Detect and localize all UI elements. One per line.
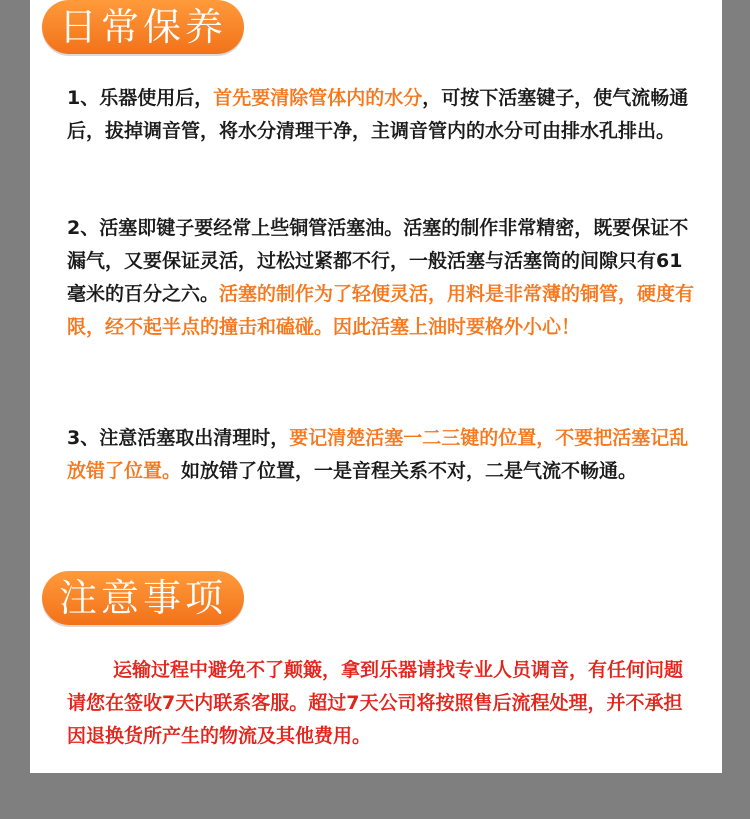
maintenance-paragraph-3 (67, 422, 697, 488)
p3-text-start: 3、注意活塞取出清理时， (67, 427, 290, 449)
p1-text-start: 1、乐器使用后， (67, 87, 214, 109)
p2-text-start: 2、活塞即键子要经常上些铜管活塞油。活塞的制作非常精密，既要保证不漏气，又要保证灵活，过松过紧都不行，一般活塞与活塞筒的间隙只有61毫米的百分之六。 (67, 217, 689, 305)
p1-highlight: 首先要清除管体内的水分 (213, 87, 423, 109)
p3-highlight: 要记清楚活塞一二三键的位置，不要把活塞记乱放错了位置。 (67, 427, 689, 482)
p1-text-end: ，可按下活塞键子，使气流畅通后，拔掉调音管，将水分清理干净，主调音管内的水分可由排水孔排出。 (67, 87, 689, 142)
p3-text-end: 如放错了位置，一是音程关系不对，二是气流不畅通。 (181, 460, 638, 482)
p2-highlight: 活塞的制作为了轻便灵活，用料是非常薄的铜管，硬度有限，经不起半点的撞击和磕碰。因此活塞上油时要格外小心！ (67, 283, 695, 338)
notice-text: 运输过程中避免不了颠簸，拿到乐器请找专业人员调音，有任何问题请您在签收7天内联系客服。超过7天公司将按照售后流程处理，并不承担因退换货所产生的物流及其他费用。 (67, 659, 684, 747)
maintenance-paragraph-2 (67, 212, 697, 344)
maintenance-heading: 日常保养 (42, 0, 244, 54)
maintenance-paragraph-1 (67, 82, 697, 148)
notice-heading: 注意事项 (42, 571, 244, 625)
notice-paragraph (67, 654, 697, 753)
